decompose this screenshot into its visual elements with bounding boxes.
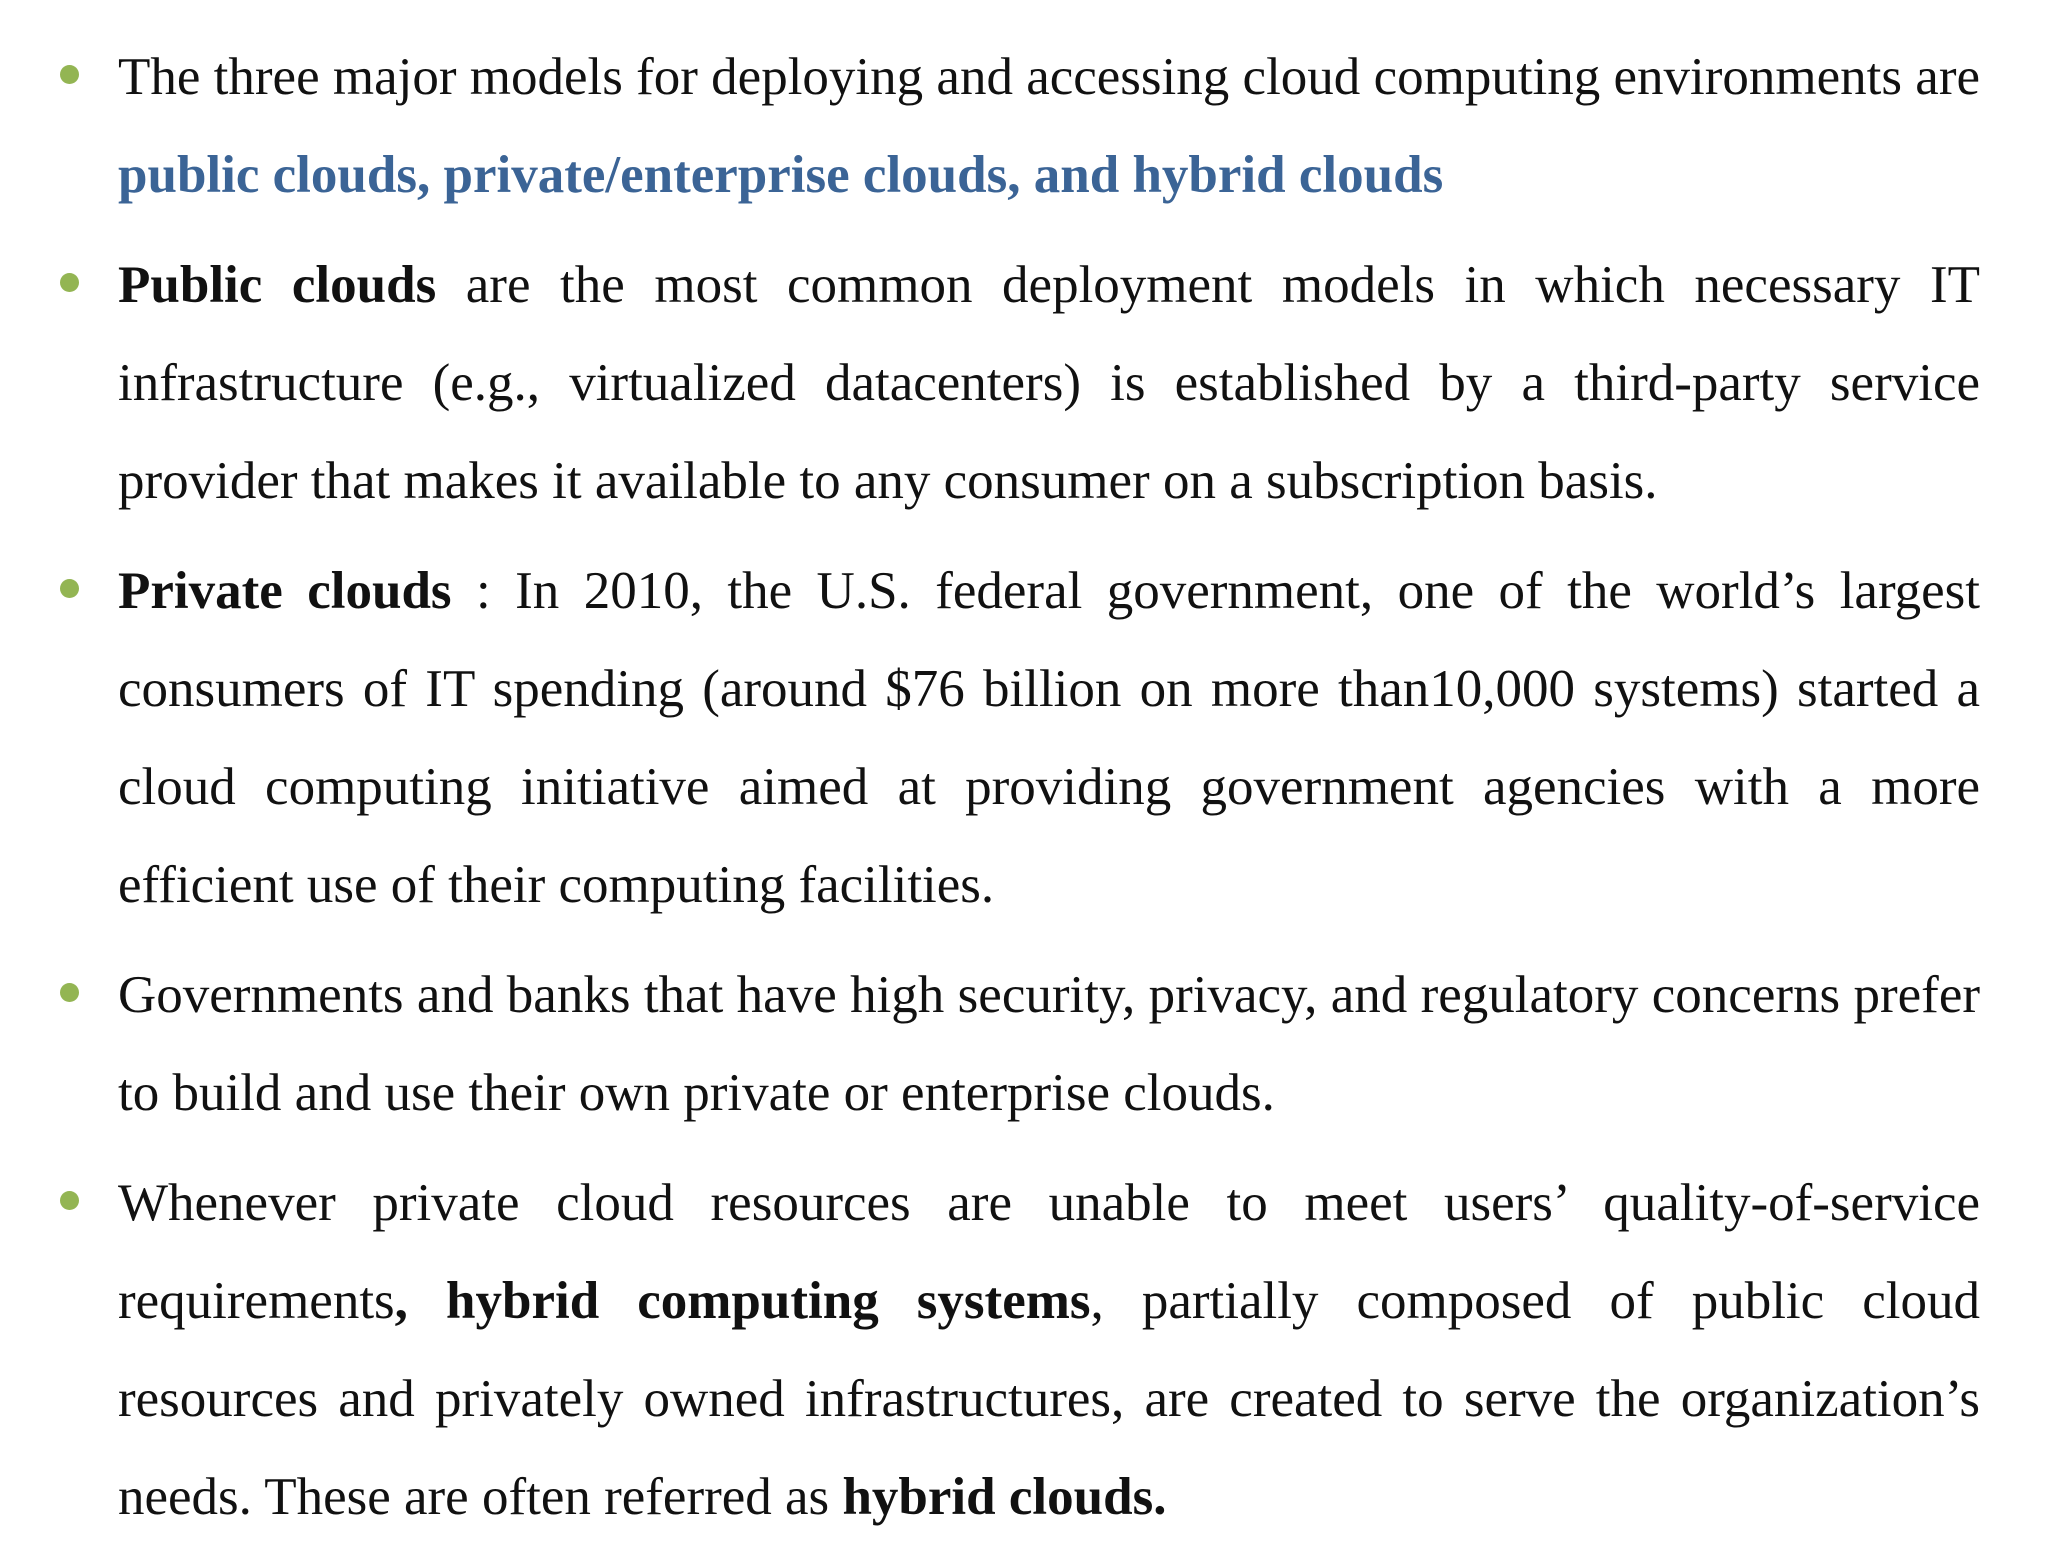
bullet-governments-banks xyxy=(118,946,1980,1142)
highlighted-models: public clouds, private/enterprise clouds, and hybrid clouds xyxy=(118,146,1444,204)
bullet-deployment-models xyxy=(118,28,1980,224)
bullet-dot-icon xyxy=(58,542,80,640)
bullet-public-clouds xyxy=(118,236,1980,530)
term-private-clouds: Private clouds xyxy=(118,562,452,620)
bullet-text: Governments and banks that have high security, privacy, and regulatory concerns prefer to build and use their own private or enterprise clouds. xyxy=(118,966,1980,1122)
bullet-hybrid-clouds xyxy=(118,1154,1980,1546)
bullet-dot-icon xyxy=(58,946,80,1044)
bullet-list xyxy=(118,28,1980,1558)
bullet-dot-icon xyxy=(58,1154,80,1252)
bullet-dot-icon xyxy=(58,28,80,126)
term-hybrid-computing-systems: , hybrid computing systems xyxy=(394,1272,1091,1330)
bullet-text: The three major models for deploying and accessing cloud computing environments are xyxy=(118,48,1980,106)
bullet-text-continued: , partially composed of public cloud resources and privately owned infrastructures, are created to serve the organization’s needs. These are often referred as xyxy=(118,1272,1980,1526)
bullet-text: : In 2010, the U.S. federal government, one of the world’s largest consumers of IT spending (around $76 billion on more than10,000 systems) started a cloud computing initiative aimed at providing government agencies with a more efficient use of their computing facilities. xyxy=(118,562,1981,914)
bullet-private-clouds xyxy=(118,542,1980,934)
term-hybrid-clouds: hybrid clouds. xyxy=(842,1468,1167,1526)
bullet-text: Whenever private cloud resources are unable to meet users’ quality-of-service requirements xyxy=(118,1174,1980,1330)
bullet-text: are the most common deployment models in which necessary IT infrastructure (e.g., virtualized datacenters) is established by a third-party service provider that makes it available to any consumer on a subscription basis. xyxy=(118,256,1980,510)
term-public-clouds: Public clouds xyxy=(118,256,437,314)
bullet-dot-icon xyxy=(58,236,80,334)
